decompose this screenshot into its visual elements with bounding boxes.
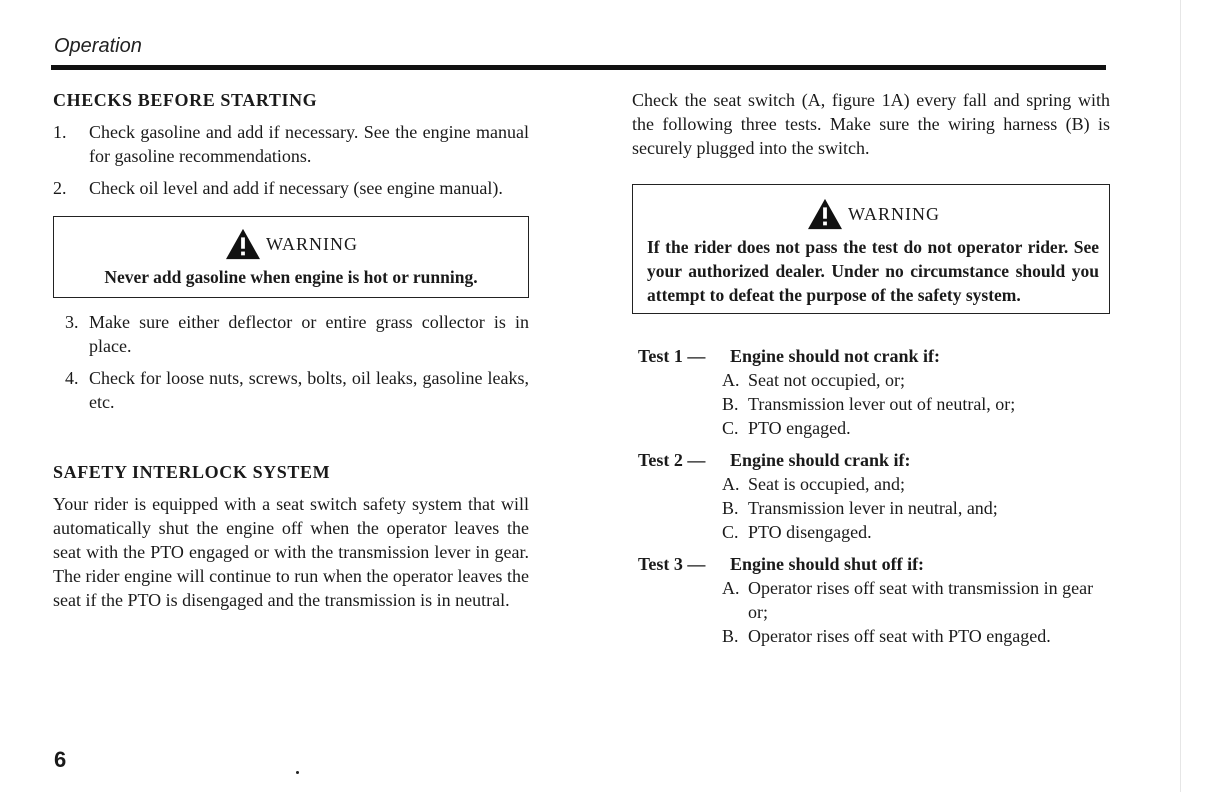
warning-triangle-icon (224, 227, 262, 261)
step-number: 3. (65, 312, 79, 332)
list-item (53, 310, 529, 358)
test-label: Test 1 — (638, 346, 706, 366)
test-condition: Engine should shut off if: (730, 554, 925, 574)
safety-paragraph: Your rider is equipped with a seat switch safety system that will automatically shut the engine off when the operator leaves the seat with the PTO engaged or with the transmission lever in gear. The rider engine will continue to run when the operator leaves the seat if the PTO is disengaged and the transmission is in neutral. (53, 494, 529, 610)
item-letter: B. (722, 626, 739, 646)
right-column (632, 88, 1110, 656)
test-heading (632, 552, 1110, 576)
step-number: 2. (53, 178, 67, 198)
print-speck (296, 771, 299, 774)
test-heading (632, 344, 1110, 368)
page-edge-line (1180, 0, 1181, 792)
list-item (53, 366, 529, 414)
list-item (722, 368, 1110, 392)
step-text: Make sure either deflector or entire grass collector is in place. (89, 312, 529, 356)
list-item (722, 392, 1110, 416)
warning-triangle-icon (806, 197, 844, 231)
test-block (632, 344, 1110, 440)
item-letter: C. (722, 522, 739, 542)
item-text: Seat not occupied, or; (748, 370, 905, 390)
item-text: Transmission lever out of neutral, or; (748, 394, 1016, 414)
list-item (53, 176, 529, 200)
test-condition: Engine should crank if: (730, 450, 911, 470)
test-label: Test 3 — (638, 554, 706, 574)
test-items (722, 576, 1110, 648)
test-block (632, 552, 1110, 648)
tests-section (632, 344, 1110, 648)
step-text: Check gasoline and add if necessary. See the engine manual for gasoline recommendations. (89, 122, 529, 166)
safety-heading: SAFETY INTERLOCK SYSTEM (53, 462, 331, 482)
test-block (632, 448, 1110, 544)
safety-warning-box (632, 184, 1110, 314)
step-number: 1. (53, 122, 67, 142)
item-letter: B. (722, 498, 739, 518)
page-section-title: Operation (54, 35, 142, 57)
item-text: PTO disengaged. (748, 522, 872, 542)
item-text: Operator rises off seat with transmission in gear or; (748, 578, 1094, 622)
left-column (53, 88, 529, 612)
list-item (722, 576, 1110, 624)
test-heading (632, 448, 1110, 472)
gasoline-warning-box (53, 216, 529, 298)
item-letter: A. (722, 474, 740, 494)
item-letter: B. (722, 394, 739, 414)
item-text: Transmission lever in neutral, and; (748, 498, 998, 518)
warning-title-row (64, 227, 518, 261)
item-letter: A. (722, 370, 740, 390)
test-condition: Engine should not crank if: (730, 346, 941, 366)
list-item (722, 472, 1110, 496)
test-items (722, 472, 1110, 544)
warning-title-row (647, 197, 1099, 231)
checks-list-a (53, 120, 529, 200)
item-text: PTO engaged. (748, 418, 851, 438)
checks-list-b (53, 310, 529, 414)
list-item (53, 120, 529, 168)
item-letter: C. (722, 418, 739, 438)
warning-title: WARNING (848, 204, 940, 224)
list-item (722, 624, 1110, 648)
step-text: Check oil level and add if necessary (see engine manual). (89, 178, 503, 198)
warning-text: If the rider does not pass the test do not operator rider. See your authorized dealer. Under no circumstance should you attempt to defeat the purpose of the safety system. (647, 237, 1099, 305)
list-item (722, 520, 1110, 544)
seat-switch-intro: Check the seat switch (A, figure 1A) every fall and spring with the following three tests. Make sure the wiring harness (B) is securely plugged into the switch. (632, 90, 1110, 158)
list-item (722, 416, 1110, 440)
header-rule (51, 65, 1106, 70)
item-letter: A. (722, 578, 740, 598)
item-text: Operator rises off seat with PTO engaged. (748, 626, 1051, 646)
item-text: Seat is occupied, and; (748, 474, 905, 494)
list-item (722, 496, 1110, 520)
step-number: 4. (65, 368, 79, 388)
checks-heading: CHECKS BEFORE STARTING (53, 90, 318, 110)
warning-title: WARNING (266, 234, 358, 254)
warning-text: Never add gasoline when engine is hot or running. (104, 267, 478, 287)
test-items (722, 368, 1110, 440)
step-text: Check for loose nuts, screws, bolts, oil leaks, gasoline leaks, etc. (89, 368, 529, 412)
page-number: 6 (54, 747, 67, 772)
test-label: Test 2 — (638, 450, 706, 470)
